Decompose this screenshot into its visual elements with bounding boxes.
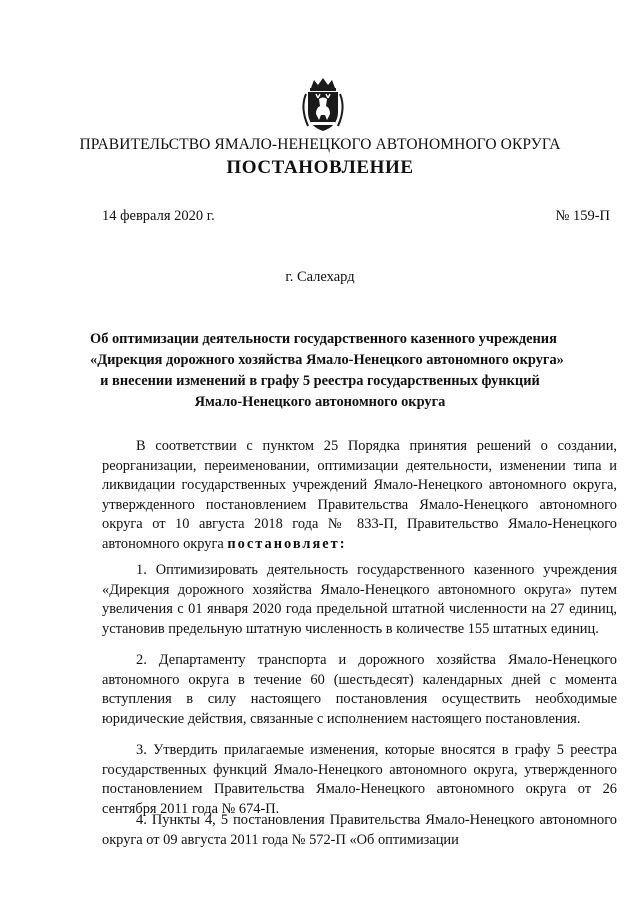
title-line: Ямало-Ненецкого автономного округа bbox=[194, 394, 446, 410]
item-paragraph-1: 1. Оптимизировать деятельность государственного казенного учреждения «Дирекция дорожного хозяйства Ямало-Ненецкого автономного округа» путем увеличения с 01 января 2020 года предельной штатной численности на 27 единиц, установив предельную штатную численность в количестве 155 штатных единиц. bbox=[102, 562, 617, 637]
item-paragraph-3: 3. Утвердить прилагаемые изменения, которые вносятся в графу 5 реестра государственных функций Ямало-Ненецкого автономного округа, утвержденного постановлением Правительства Ямало-Ненецкого автономного округа от 26 сентября 2011 года № 674-П. bbox=[102, 742, 617, 817]
item-paragraph-4: 4. Пункты 4, 5 постановления Правительства Ямало-Ненецкого автономного округа от 09 августа 2011 года № 572-П «Об оптимизации bbox=[102, 812, 617, 848]
coat-of-arms-emblem bbox=[296, 76, 350, 134]
document-number: № 159-П bbox=[555, 208, 610, 224]
preamble-paragraph bbox=[102, 437, 617, 554]
document-date: 14 февраля 2020 г. bbox=[102, 208, 215, 224]
document-type: ПОСТАНОВЛЕНИЕ bbox=[226, 157, 414, 178]
document-title bbox=[90, 329, 564, 413]
document-city: г. Салехард bbox=[285, 269, 355, 285]
title-line: «Дирекция дорожного хозяйства Ямало-Ненецкого автономного округа» bbox=[90, 352, 564, 368]
preamble-verb: постановляет: bbox=[227, 535, 347, 552]
preamble-text: В соответствии с пунктом 25 Порядка принятия решений о создании, реорганизации, переименовании, оптимизации деятельности, изменении типа и ликвидации государственных учреждений Ямало-Ненецкого автономного округа, утвержденного постановлением Правительства Ямало-Ненецкого автономного округа от 10 августа 2018 года № 833-П, Правительство Ямало-Ненецкого автономного округа bbox=[102, 438, 617, 552]
organization-name: ПРАВИТЕЛЬСТВО ЯМАЛО-НЕНЕЦКОГО АВТОНОМНОГО ОКРУГА bbox=[79, 136, 561, 153]
title-line: и внесении изменений в графу 5 реестра государственных функций bbox=[100, 373, 540, 389]
item-paragraph-2: 2. Департаменту транспорта и дорожного хозяйства Ямало-Ненецкого автономного округа в течение 60 (шестьдесят) календарных дней с момента вступления в силу настоящего постановления осуществить необходимые юридические действия, связанные с исполнением настоящего постановления. bbox=[102, 652, 617, 727]
title-line: Об оптимизации деятельности государственного казенного учреждения bbox=[90, 331, 557, 347]
